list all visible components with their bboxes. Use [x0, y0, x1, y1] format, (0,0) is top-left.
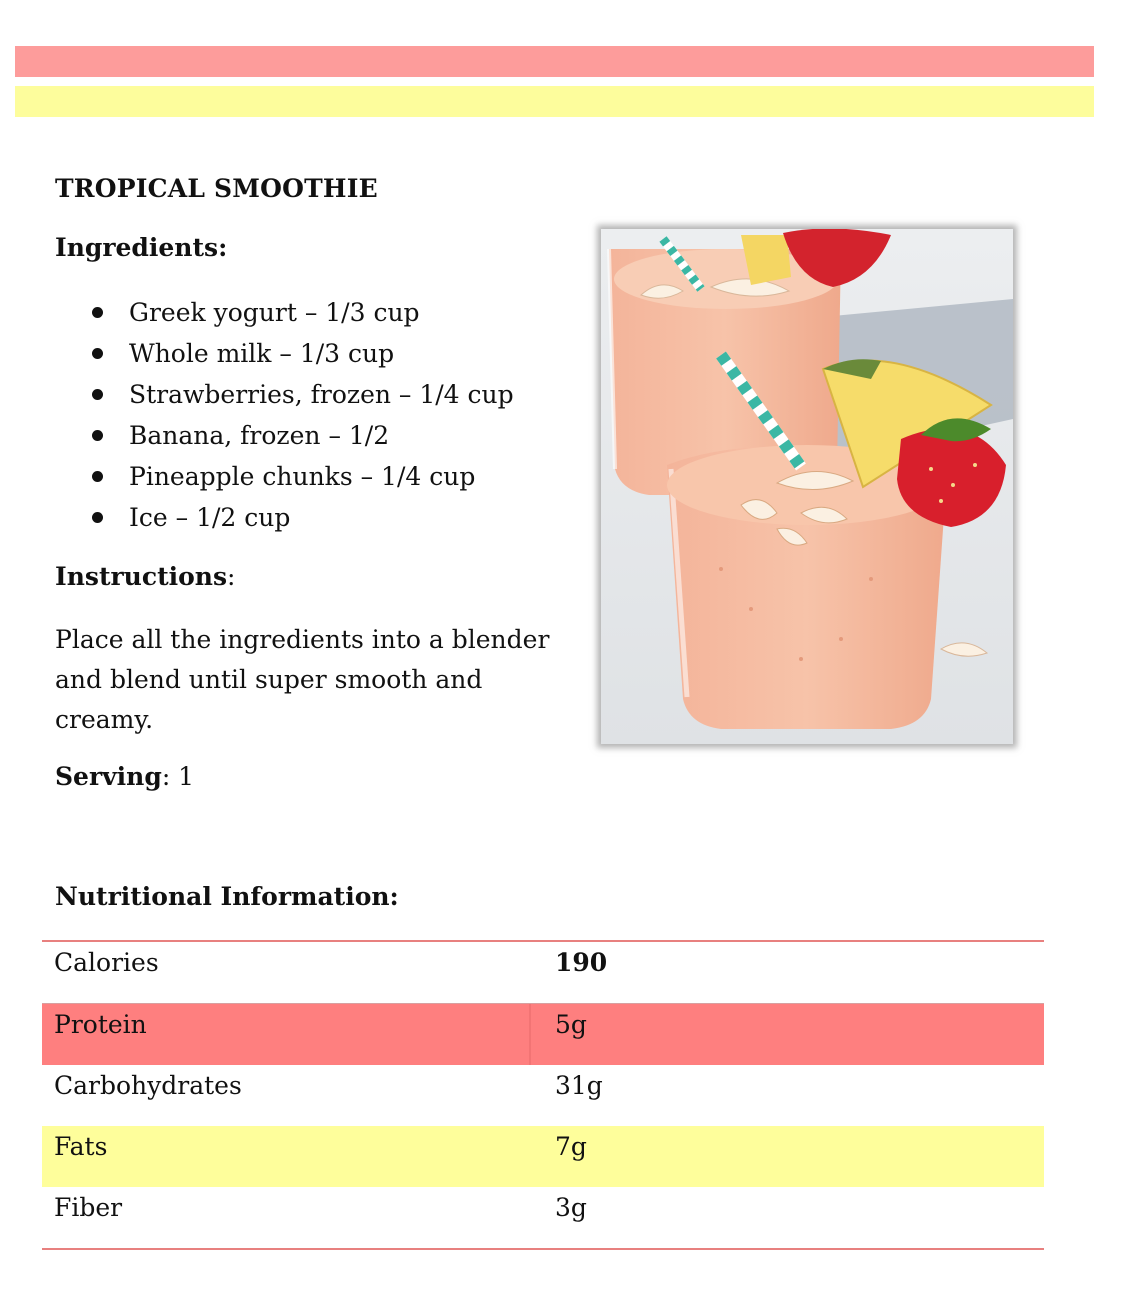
nutrient-value: 190	[555, 948, 608, 977]
bullet-icon	[92, 348, 103, 359]
nutrient-label: Carbohydrates	[54, 1071, 242, 1100]
instructions-heading: Instructions:	[55, 562, 236, 591]
ingredient-item: Ice – 1/2 cup	[129, 497, 514, 538]
bullet-icon	[92, 430, 103, 441]
nutrient-label: Calories	[54, 948, 159, 977]
header-pink-band	[15, 46, 1094, 77]
ingredients-list	[129, 292, 514, 538]
smoothie-photo	[601, 229, 1013, 744]
table-row	[42, 942, 1044, 1004]
bullet-icon	[92, 512, 103, 523]
table-row	[42, 1126, 1044, 1187]
nutrient-label: Fiber	[54, 1193, 123, 1222]
nutrient-value: 7g	[555, 1132, 587, 1161]
ingredient-item: Pineapple chunks – 1/4 cup	[129, 456, 514, 497]
nutrition-table	[42, 940, 1044, 1250]
table-row	[42, 1187, 1044, 1248]
ingredient-item: Greek yogurt – 1/3 cup	[129, 292, 514, 333]
instructions-text: Place all the ingredients into a blender and blend until super smooth and creamy.	[55, 625, 550, 734]
ingredient-item: Strawberries, frozen – 1/4 cup	[129, 374, 514, 415]
nutrition-heading: Nutritional Information:	[55, 882, 399, 911]
smoothie-illustration	[601, 229, 1013, 744]
header-yellow-band	[15, 86, 1094, 117]
ingredient-item: Whole milk – 1/3 cup	[129, 333, 514, 374]
ingredient-item: Banana, frozen – 1/2	[129, 415, 514, 456]
table-row	[42, 1065, 1044, 1126]
serving-label: Serving	[55, 762, 162, 791]
nutrient-value: 3g	[555, 1193, 587, 1222]
recipe-title: TROPICAL SMOOTHIE	[55, 174, 378, 203]
serving-value: : 1	[161, 762, 195, 791]
bullet-icon	[92, 471, 103, 482]
bullet-icon	[92, 307, 103, 318]
column-divider	[529, 1004, 531, 1065]
nutrient-label: Protein	[54, 1010, 147, 1039]
ingredients-heading: Ingredients:	[55, 233, 228, 262]
table-row	[42, 1004, 1044, 1065]
nutrient-value: 31g	[555, 1071, 603, 1100]
serving-info	[55, 762, 194, 791]
nutrient-value: 5g	[555, 1010, 587, 1039]
nutrient-label: Fats	[54, 1132, 108, 1161]
bullet-icon	[92, 389, 103, 400]
